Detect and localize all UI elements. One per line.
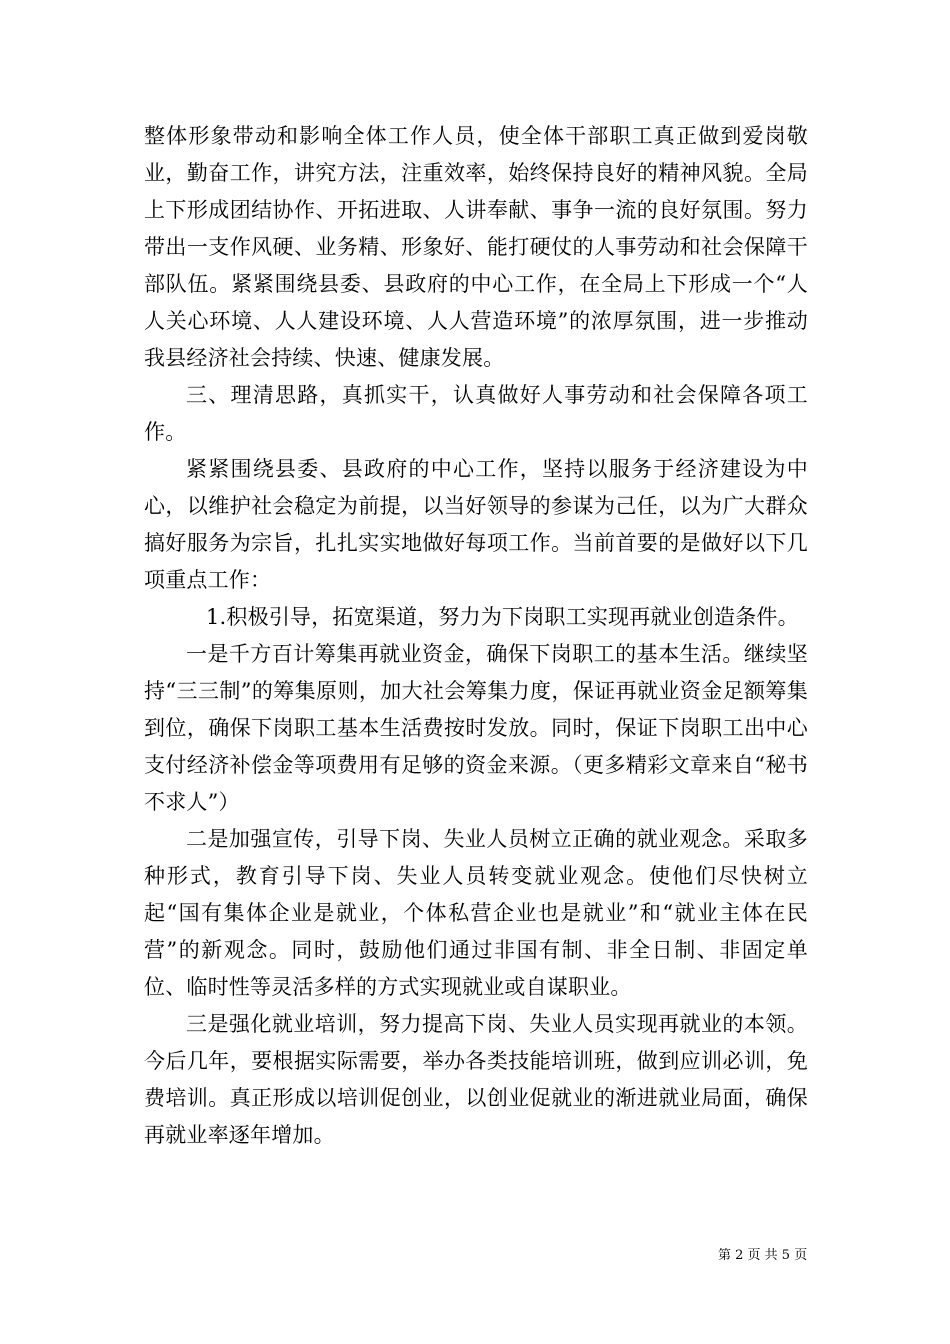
paragraph-continuation: 整体形象带动和影响全体工作人员，使全体干部职工真正做到爱岗敬业，勤奋工作，讲究方法，注重效率，始终保持良好的精神风貌。全局上下形成团结协作、开拓进取、人讲奉献、事争一流的良好氛围。努力带出一支作风硬、业务精、形象好、能打硬仗的人事劳动和社会保障干部队伍。紧紧围绕县委、县政府的中心工作，在全局上下形成一个“人人关心环境、人人建设环境、人人营造环境”的浓厚氛围，进一步推动我县经济社会持续、快速、健康发展。: [144, 124, 808, 370]
paragraph-center-work: 紧紧围绕县委、县政府的中心工作，坚持以服务于经济建设为中心，以维护社会稳定为前提，以当好领导的参谋为己任，以为广大群众搞好服务为宗旨，扎扎实实地做好每项工作。当前首要的是做好以下几项重点工作：: [144, 457, 808, 592]
numbered-item-1: 1.积极引导，拓宽渠道，努力为下岗职工实现再就业创造条件。: [206, 605, 799, 629]
page-number-footer: 第 2 页 共 5 页: [718, 1248, 808, 1263]
paragraph-point-one: 一是千方百计筹集再就业资金，确保下岗职工的基本生活。继续坚持“三三制”的筹集原则，加大社会筹集力度，保证再就业资金足额筹集到位，确保下岗职工基本生活费按时发放。同时，保证下岗职工出中心支付经济补偿金等项费用有足够的资金来源。（更多精彩文章来自“秘书不求人”）: [144, 642, 808, 814]
paragraph-point-two: 二是加强宣传，引导下岗、失业人员树立正确的就业观念。采取多种形式，教育引导下岗、失业人员转变就业观念。使他们尽快树立起“国有集体企业是就业，个体私营企业也是就业”和“就业主体在民营”的新观念。同时，鼓励他们通过非国有制、非全日制、非固定单位、临时性等灵活多样的方式实现就业或自谋职业。: [144, 827, 808, 999]
document-body: [144, 118, 808, 1154]
paragraph-point-three: 三是强化就业培训，努力提高下岗、失业人员实现再就业的本领。今后几年，要根据实际需要，举办各类技能培训班，做到应训必训，免费培训。真正形成以培训促创业，以创业促就业的渐进就业局面，确保再就业率逐年增加。: [144, 1012, 808, 1147]
section-heading-three: 三、理清思路，真抓实干，认真做好人事劳动和社会保障各项工作。: [144, 383, 808, 444]
